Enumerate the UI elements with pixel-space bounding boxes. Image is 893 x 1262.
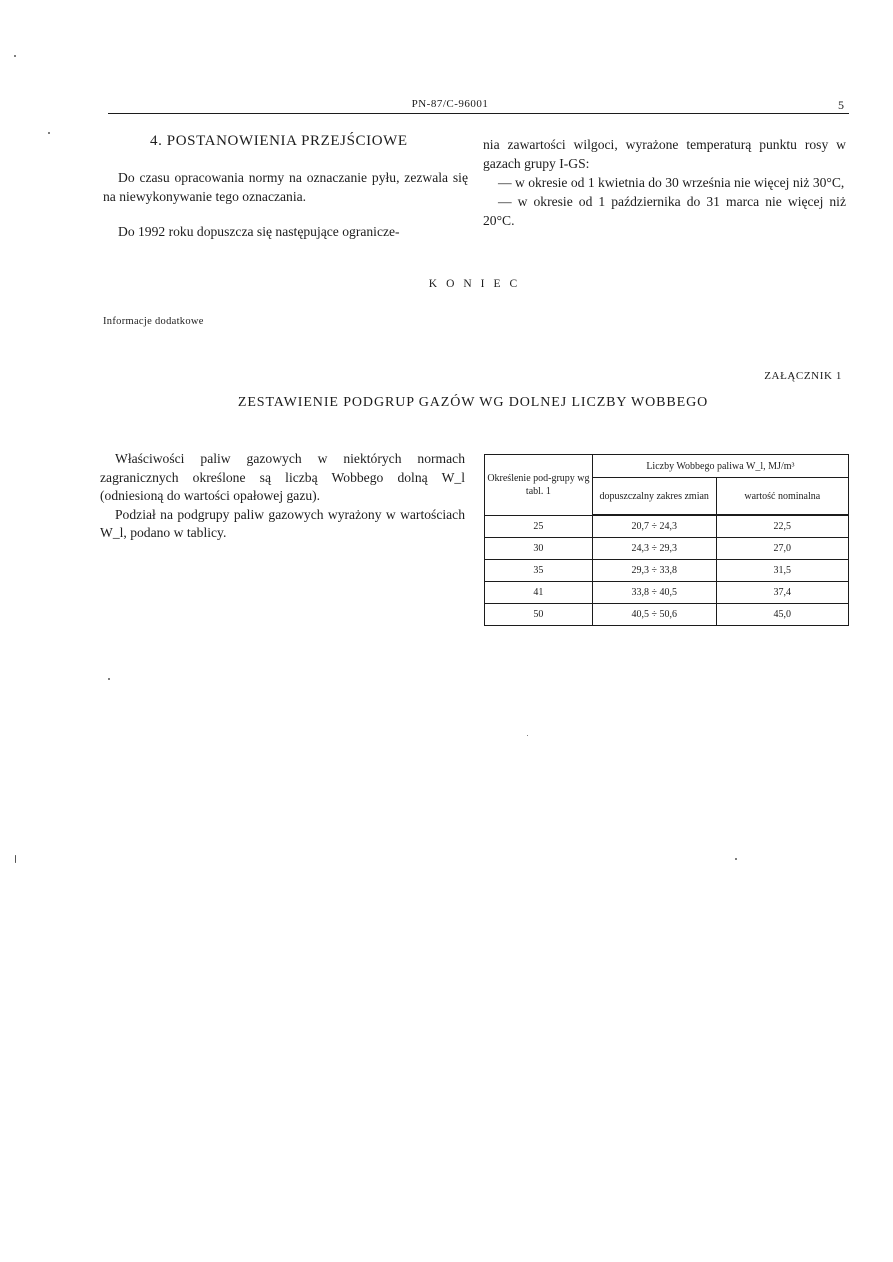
table-header-range: dopuszczalny zakres zmian xyxy=(592,478,716,516)
table-row xyxy=(485,560,849,582)
section-left-column xyxy=(103,168,468,241)
scan-speck xyxy=(108,678,110,680)
table-row xyxy=(485,582,849,604)
cell-nominal: 27,0 xyxy=(716,538,848,560)
annex-label: ZAŁĄCZNIK 1 xyxy=(764,370,842,382)
scan-speck xyxy=(735,858,737,860)
page-number: 5 xyxy=(838,98,844,112)
wobbe-table xyxy=(484,454,849,626)
cell-range: 20,7 ÷ 24,3 xyxy=(592,515,716,538)
cell-range: 24,3 ÷ 29,3 xyxy=(592,538,716,560)
additional-info-label: Informacje dodatkowe xyxy=(103,316,204,327)
list-item: — w okresie od 1 kwietnia do 30 września nie więcej niż 30°C, xyxy=(498,175,845,190)
annex-title: ZESTAWIENIE PODGRUP GAZÓW WG DOLNEJ LICZBY WOBBEGO xyxy=(237,395,709,410)
cell-subgroup: 41 xyxy=(485,582,593,604)
cell-range: 33,8 ÷ 40,5 xyxy=(592,582,716,604)
cell-range: 29,3 ÷ 33,8 xyxy=(592,560,716,582)
table-row xyxy=(485,538,849,560)
cell-subgroup: 50 xyxy=(485,604,593,626)
scan-speck xyxy=(14,55,16,57)
annex-text xyxy=(100,450,465,543)
table-header-group: Liczby Wobbego paliwa W_l, MJ/m³ xyxy=(592,455,848,478)
cell-nominal: 37,4 xyxy=(716,582,848,604)
section-right-column xyxy=(483,135,846,230)
table-row xyxy=(485,604,849,626)
list-item: — w okresie od 1 października do 31 marca nie więcej niż 20°C. xyxy=(483,194,846,228)
end-marker: KONIEC xyxy=(428,278,527,290)
table-header-nominal: wartość nominalna xyxy=(716,478,848,516)
cell-subgroup: 25 xyxy=(485,515,593,538)
cell-range: 40,5 ÷ 50,6 xyxy=(592,604,716,626)
paragraph: Właściwości paliw gazowych w niektórych normach zagranicznych określone są liczbą Wobbego dolną W_l (odniesioną do wartości opałowej gazu). xyxy=(100,451,465,503)
cell-nominal: 45,0 xyxy=(716,604,848,626)
cell-nominal: 22,5 xyxy=(716,515,848,538)
paragraph: Do 1992 roku dopuszcza się następujące ogranicze- xyxy=(118,224,400,239)
standard-code: PN-87/C-96001 xyxy=(411,98,489,110)
header-rule xyxy=(108,113,849,114)
cell-nominal: 31,5 xyxy=(716,560,848,582)
paragraph: Do czasu opracowania normy na oznaczanie pyłu, zezwala się na niewykonywanie tego oznaczania. xyxy=(103,170,468,204)
paragraph: Podział na podgrupy paliw gazowych wyrażony w wartościach W_l, podano w tablicy. xyxy=(100,506,465,540)
table-row xyxy=(485,515,849,538)
section-title: 4. POSTANOWIENIA PRZEJŚCIOWE xyxy=(150,133,408,149)
scan-speck xyxy=(527,735,528,736)
cell-subgroup: 30 xyxy=(485,538,593,560)
paragraph: nia zawartości wilgoci, wyrażone temperaturą punktu rosy w gazach grupy I-GS: xyxy=(483,137,846,171)
cell-subgroup: 35 xyxy=(485,560,593,582)
scan-speck xyxy=(15,855,16,863)
table-header-subgroup: Określenie pod-grupy wg tabl. 1 xyxy=(485,455,593,516)
scan-speck xyxy=(48,132,50,134)
